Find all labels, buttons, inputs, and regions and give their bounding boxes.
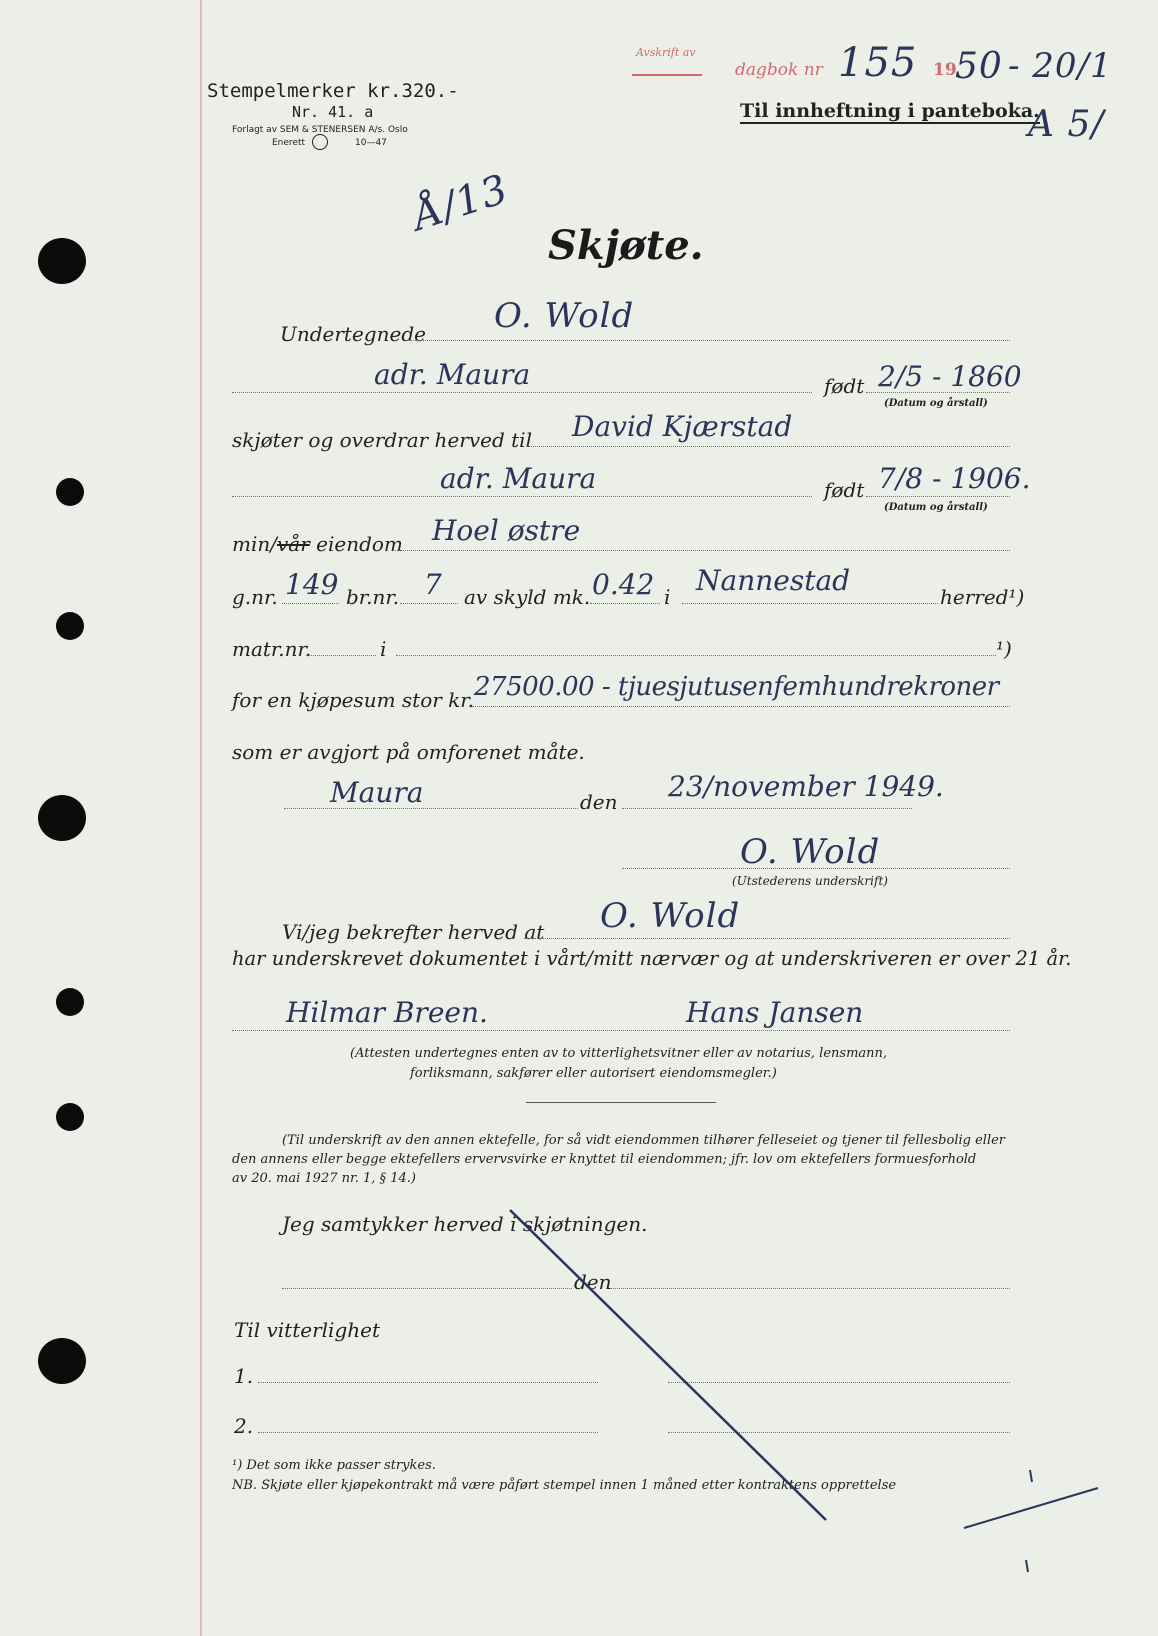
buyer-fodt-label: født <box>824 478 865 502</box>
dagbok-date: - 20/1 <box>1008 46 1113 86</box>
seller-born: 2/5 - 1860 <box>878 360 1022 393</box>
dagbok-year: 50 <box>955 46 1003 87</box>
til-innheftning: Til innheftning i panteboka. <box>740 100 1040 122</box>
brnr-value: 7 <box>424 568 442 601</box>
skyld-label: av skyld mk. <box>464 585 591 609</box>
seller-fodt-label: født <box>824 374 865 398</box>
attest-note-2: forliksmann, sakfører eller autorisert eiendomsmegler.) <box>410 1066 777 1081</box>
document-title: Skjøte. <box>548 222 704 269</box>
vitterlighet-label: Til vitterlighet <box>234 1318 381 1342</box>
place-value: Maura <box>330 776 424 809</box>
publisher-line: Forlagt av SEM & STENERSEN A/s. Oslo <box>232 125 408 135</box>
undertegnede-label: Undertegnede <box>280 322 426 346</box>
consent-label: Jeg samtykker herved i skjøtningen. <box>282 1212 648 1236</box>
seller-address: adr. Maura <box>374 358 531 391</box>
buyer-datum-note: (Datum og årstall) <box>884 502 988 513</box>
avgjort-label: som er avgjort på omforenet måte. <box>232 740 585 764</box>
issuer-signature: O. Wold <box>740 832 881 872</box>
signature-note: (Utstederens underskrift) <box>732 874 888 888</box>
form-number: Nr. 41. a <box>292 103 374 121</box>
confirm-label: Vi/jeg bekrefter herved at <box>282 920 545 944</box>
confirm-line2: har underskrevet dokumentet i vårt/mitt nærvær og at underskriveren er over 21 år. <box>232 947 1072 970</box>
date-value: 23/november 1949. <box>668 770 944 803</box>
skyld-i: i <box>664 585 671 609</box>
consent-den: den <box>574 1270 612 1294</box>
kjopesum-label: for en kjøpesum stor kr. <box>232 688 475 712</box>
eiendom-suffix: eiendom <box>316 532 403 556</box>
den-label: den <box>580 790 618 814</box>
spouse-note-2: den annens eller begge ektefellers ervervsvirke er knyttet til eiendommen; jfr. lov om ektefellers formuesforhold <box>232 1152 977 1167</box>
buyer-born: 7/8 - 1906. <box>878 462 1031 495</box>
seller-datum-note: (Datum og årstall) <box>884 398 988 409</box>
kjopesum-value: 27500.00 - tjuesjutusenfemhundrekroner <box>474 672 999 702</box>
publisher-code: 10—47 <box>355 138 387 148</box>
gnr-value: 149 <box>285 568 339 601</box>
undertegnede-value: O. Wold <box>494 296 635 336</box>
red-stamp-label: Avskrift av <box>636 46 696 59</box>
pen-tick-top <box>1030 1470 1032 1482</box>
herred-label: herred¹) <box>940 585 1025 609</box>
corner-pen-stroke <box>964 1488 1098 1528</box>
witness-number-2: 2. <box>234 1414 254 1438</box>
spouse-note-3: av 20. mai 1927 nr. 1, § 14.) <box>232 1171 416 1186</box>
gnr-label: g.nr. <box>232 585 278 609</box>
eiendom-value: Hoel østre <box>432 514 581 547</box>
matr-i: i <box>380 637 387 661</box>
publisher-enerett: Enerett <box>272 138 306 148</box>
stamp-line: Stempelmerker kr.320.- <box>207 80 459 102</box>
witness-signature-1: Hilmar Breen. <box>286 996 488 1029</box>
footnote-2: NB. Skjøte eller kjøpekontrakt må være påført stempel innen 1 måned etter kontraktens opprettelse <box>232 1478 897 1493</box>
matr-end: ¹) <box>996 637 1012 661</box>
witness-number-1: 1. <box>234 1364 254 1388</box>
spouse-note-1: (Til underskrift av den annen ektefelle, for så vidt eiendommen tilhører felleseiet og tjener til fellesbolig eller <box>282 1133 1006 1148</box>
pen-tick-bottom <box>1026 1560 1028 1572</box>
eiendom-prefix: min/ <box>232 532 277 556</box>
right-margin-note: A 5/ <box>1028 104 1105 145</box>
attest-note-1: (Attesten undertegnes enten av to vitterlighetsvitner eller av notarius, lensmann, <box>350 1046 888 1061</box>
diagonal-cancel-stroke <box>510 1210 826 1520</box>
corner-initials: Å/13 <box>407 166 514 240</box>
skyld-value: 0.42 <box>592 568 655 601</box>
buyer-address: adr. Maura <box>440 462 597 495</box>
transfer-label: skjøter og overdrar herved til <box>232 428 532 452</box>
confirm-value: O. Wold <box>600 896 741 936</box>
buyer-name: David Kjærstad <box>572 410 793 443</box>
dagbok-label: dagbok nr <box>735 60 823 80</box>
brnr-label: br.nr. <box>346 585 400 609</box>
dagbok-number: 155 <box>838 40 918 86</box>
matr-label: matr.nr. <box>232 637 312 661</box>
herred-value: Nannestad <box>696 564 851 597</box>
witness-signature-2: Hans Jansen <box>686 996 864 1029</box>
dagbok-year-prefix: 19 <box>933 60 957 80</box>
eiendom-struck: vår <box>276 532 310 556</box>
footnote-1: ¹) Det som ikke passer strykes. <box>232 1458 436 1473</box>
